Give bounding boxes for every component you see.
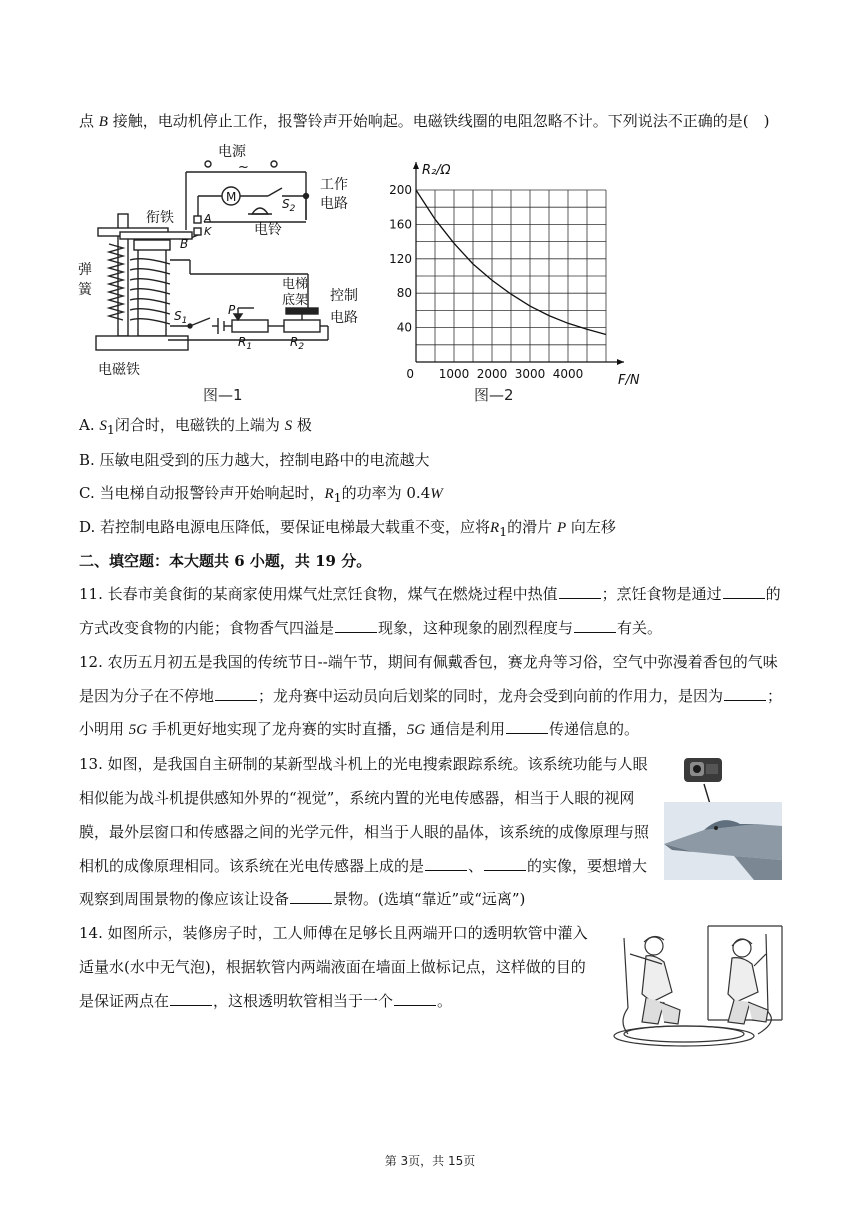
r2-force-chart bbox=[380, 150, 640, 388]
motor-symbol: M bbox=[226, 190, 237, 204]
elevator-label-1: 电梯 bbox=[282, 277, 309, 292]
y-axis-arrow bbox=[413, 162, 419, 169]
q12-line2: 是因为分子在不停地 ；龙舟赛中运动员向后划桨的同时，龙舟会受到向前的作用力，是因为 ； bbox=[79, 687, 783, 705]
option-a: A. $S_1$闭合时，电磁铁的上端为 S 极 bbox=[79, 416, 312, 437]
q14-line2: 适量水(水中无气泡)，根据软管内两端液面在墙面上做标记点，这样做的目的 bbox=[79, 958, 586, 976]
q12-line3: 小明用 5G 手机更好地实现了龙舟赛的实时直播，5G 通信是利用 传递信息的。 bbox=[79, 720, 640, 738]
svg-text:S1: $S_1$ bbox=[174, 309, 188, 326]
svg-text:S2: $S_2$ bbox=[282, 197, 296, 214]
page-footer: 第 3页，共 15页 bbox=[384, 1154, 476, 1168]
q11-line1: 11. 长春市美食街的某商家使用煤气灶烹饪食物，煤气在燃烧过程中热值 ；烹饪食物是通过 的 bbox=[79, 585, 781, 603]
x-tick-label: 3000 bbox=[514, 367, 546, 381]
svg-text:K: K bbox=[204, 225, 212, 238]
svg-text:R1: $R_1$ bbox=[238, 335, 253, 352]
workers-hose-image bbox=[604, 924, 784, 1052]
svg-text:A: A bbox=[204, 212, 212, 225]
control-circuit-label-2: 电路 bbox=[330, 310, 358, 326]
figure1-caption: 图—1 bbox=[203, 386, 243, 404]
section-title: 二、填空题：本大题共 6 小题，共 19 分。 bbox=[79, 552, 372, 570]
option-d: D. 若控制电路电源电压降低，要保证电梯最大载重不变，应将$R_1$的滑片 P 向左移 bbox=[79, 518, 616, 539]
y-tick-label: 160 bbox=[389, 217, 412, 232]
spring-label-2: 簧 bbox=[78, 282, 92, 298]
q10-intro: 点 B 接触，电动机停止工作，报警铃声开始响起。电磁铁线圈的电阻忽略不计。下列说法不正确的是( ) bbox=[79, 112, 770, 130]
work-circuit-label-1: 工作 bbox=[320, 177, 348, 193]
option-c: C. 当电梯自动报警铃声开始响起时，$R_1$的功率为 0.4W bbox=[79, 484, 443, 505]
svg-text:P: P bbox=[228, 303, 236, 317]
q14-line1: 14. 如图所示，装修房子时，工人师傅在足够长且两端开口的透明软管中灌入 bbox=[79, 924, 588, 942]
x-tick-label: 4000 bbox=[552, 367, 584, 381]
q13-line5: 观察到周围景物的像应该让设备 景物。(选填“靠近”或“远离”) bbox=[79, 890, 526, 908]
work-circuit-label-2: 电路 bbox=[320, 196, 348, 212]
q13-line4: 相机的成像原理相同。该系统在光电传感器上成的是 、 的实像，要想增大 bbox=[79, 857, 648, 875]
x-tick-label: 2000 bbox=[476, 367, 508, 381]
y-axis-label: R₂/Ω bbox=[422, 163, 451, 178]
x-tick-label: 0 bbox=[406, 367, 414, 381]
q11-line2: 方式改变食物的内能；食物香气四溢是 现象，这种现象的剧烈程度与 有关。 bbox=[79, 619, 663, 637]
elevator-label-2: 底架 bbox=[282, 293, 309, 308]
bell-label: 电铃 bbox=[254, 222, 282, 238]
ac-symbol: ~ bbox=[238, 160, 249, 175]
q13-line1: 13. 如图，是我国自主研制的某新型战斗机上的光电搜索跟踪系统。该系统功能与人眼 bbox=[79, 755, 648, 773]
y-tick-label: 80 bbox=[396, 286, 412, 301]
y-tick-label: 120 bbox=[389, 251, 412, 266]
spring-label-1: 弹 bbox=[78, 262, 92, 278]
electromagnet-label: 电磁铁 bbox=[98, 362, 140, 378]
x-axis-label: F/N bbox=[618, 373, 640, 388]
power-label: 电源 bbox=[218, 144, 246, 160]
svg-text:B: B bbox=[180, 237, 189, 251]
option-b: B. 压敏电阻受到的压力越大，控制电路中的电流越大 bbox=[79, 451, 430, 469]
q12-line1: 12. 农历五月初五是我国的传统节日--端午节，期间有佩戴香包，赛龙舟等习俗，空气中弥漫着香包的气味 bbox=[79, 653, 778, 671]
x-axis-arrow bbox=[617, 359, 624, 365]
svg-text:R2: $R_2$ bbox=[290, 335, 305, 352]
armature-label: 衔铁 bbox=[146, 210, 174, 226]
figure2-caption: 图—2 bbox=[474, 386, 514, 404]
x-tick-label: 1000 bbox=[438, 367, 470, 381]
q13-line2: 相似能为战斗机提供感知外界的“视觉”，系统内置的光电传感器，相当于人眼的视网 bbox=[79, 789, 635, 807]
y-tick-label: 200 bbox=[389, 183, 412, 197]
y-tick-label: 40 bbox=[396, 320, 412, 335]
circuit-diagram bbox=[78, 140, 378, 380]
q13-line3: 膜，最外层窗口和传感器之间的光学元件，相当于人眼的晶体，该系统的成像原理与照 bbox=[79, 823, 650, 841]
q14-line3: 是保证两点在 ，这根透明软管相当于一个 。 bbox=[79, 992, 453, 1010]
fighter-jet-image bbox=[664, 752, 782, 880]
control-circuit-label-1: 控制 bbox=[330, 288, 358, 304]
